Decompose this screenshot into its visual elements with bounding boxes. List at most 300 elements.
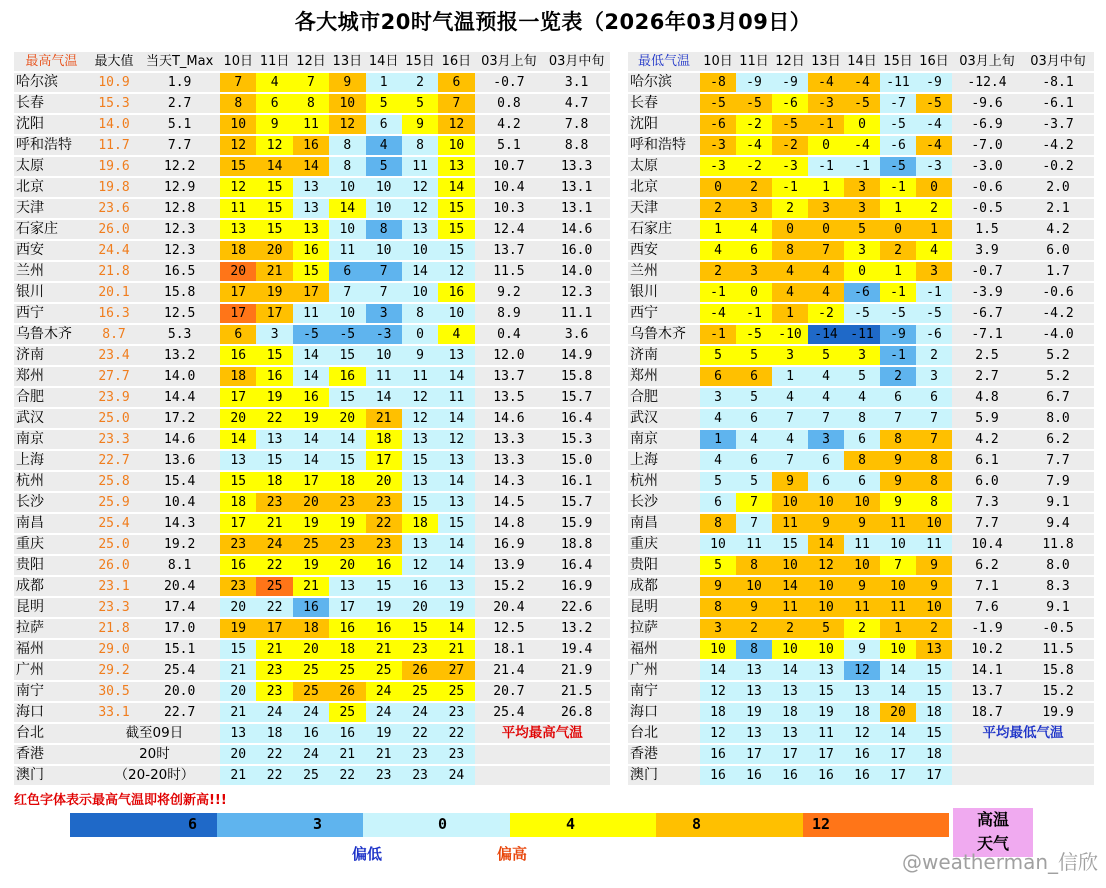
forecast-cell: 20	[329, 409, 365, 428]
early-march-avg: 6.2	[952, 556, 1022, 575]
mid-march-avg: 11.8	[1022, 535, 1094, 554]
scale-segment	[290, 813, 363, 837]
mid-march-avg: 2.0	[1022, 178, 1094, 197]
forecast-cell: 14	[293, 367, 329, 386]
mid-march-avg: 4.2	[1022, 220, 1094, 239]
forecast-cell: 15	[438, 220, 474, 239]
forecast-cell: 15	[220, 472, 256, 491]
forecast-cell: 6	[366, 115, 402, 134]
max-table-row	[14, 514, 610, 533]
early-march-avg: 10.7	[475, 157, 544, 176]
forecast-cell: 9	[880, 493, 916, 512]
forecast-cell: -1	[808, 115, 844, 134]
forecast-cell: 22	[256, 556, 292, 575]
early-march-avg: 5.1	[475, 136, 544, 155]
forecast-cell: 10	[366, 199, 402, 218]
forecast-cell: 18	[220, 367, 256, 386]
city-name: 南宁	[14, 682, 89, 701]
forecast-cell: 9	[916, 577, 952, 596]
max-table-header: 03月中旬	[543, 52, 610, 71]
early-march-avg: -0.6	[952, 178, 1022, 197]
max-table-row	[14, 724, 610, 743]
early-march-avg: 20.7	[475, 682, 544, 701]
forecast-cell: 2	[736, 178, 772, 197]
forecast-cell: 13	[402, 220, 438, 239]
city-name: 杭州	[628, 472, 700, 491]
forecast-cell: -2	[808, 304, 844, 323]
early-march-avg: -9.6	[952, 94, 1022, 113]
forecast-cell: 4	[808, 262, 844, 281]
max-table-header: 最大值	[89, 52, 140, 71]
min-temp-table	[628, 50, 1094, 787]
forecast-cell: 23	[402, 640, 438, 659]
mid-march-avg: 5.2	[1022, 346, 1094, 365]
forecast-cell: 7	[772, 409, 808, 428]
min-table-header: 16日	[916, 52, 952, 71]
mid-march-avg: 16.1	[543, 472, 610, 491]
forecast-cell: 15	[916, 682, 952, 701]
city-name: 沈阳	[14, 115, 89, 134]
forecast-cell: 5	[844, 220, 880, 239]
mid-march-avg: 15.7	[543, 388, 610, 407]
forecast-cell: 3	[916, 262, 952, 281]
mid-march-avg: 13.1	[543, 178, 610, 197]
today-max-value: 10.4	[139, 493, 220, 512]
forecast-cell: 4	[808, 367, 844, 386]
today-max-value: 17.2	[139, 409, 220, 428]
today-max-value: 12.8	[139, 199, 220, 218]
scale-tick: 12	[812, 815, 831, 833]
forecast-cell: 13	[844, 682, 880, 701]
forecast-cell: 5	[700, 472, 736, 491]
mid-march-avg: 15.8	[543, 367, 610, 386]
forecast-cell: -14	[808, 325, 844, 344]
forecast-cell: 25	[256, 577, 292, 596]
forecast-cell: -2	[736, 157, 772, 176]
forecast-cell: 9	[844, 577, 880, 596]
forecast-cell: 10	[438, 136, 474, 155]
forecast-cell: 5	[700, 556, 736, 575]
forecast-cell: -4	[844, 136, 880, 155]
forecast-cell: 14	[772, 661, 808, 680]
city-name: 郑州	[14, 367, 89, 386]
forecast-cell: 6	[329, 262, 365, 281]
forecast-cell: 19	[256, 388, 292, 407]
forecast-cell: 19	[808, 703, 844, 722]
forecast-cell: 16	[700, 745, 736, 764]
city-name: 海口	[14, 703, 89, 722]
city-name: 上海	[628, 451, 700, 470]
mid-march-avg: 19.4	[543, 640, 610, 659]
city-name: 银川	[628, 283, 700, 302]
min-table-row	[628, 535, 1094, 554]
today-max-value: 17.4	[139, 598, 220, 617]
forecast-cell: 10	[329, 220, 365, 239]
record-max-value: 23.3	[89, 598, 140, 617]
mid-march-avg: -6.1	[1022, 94, 1094, 113]
city-name: 成都	[628, 577, 700, 596]
mid-march-avg: 16.4	[543, 556, 610, 575]
record-max-value: 33.1	[89, 703, 140, 722]
forecast-cell: 16	[808, 766, 844, 785]
city-name: 哈尔滨	[628, 73, 700, 92]
forecast-cell: 8	[916, 472, 952, 491]
forecast-cell: 10	[772, 556, 808, 575]
city-name: 杭州	[14, 472, 89, 491]
forecast-cell: 19	[256, 283, 292, 302]
forecast-cell: 14	[438, 556, 474, 575]
min-table-row	[628, 325, 1094, 344]
city-name: 呼和浩特	[14, 136, 89, 155]
city-name: 西安	[14, 241, 89, 260]
forecast-cell: 8	[736, 556, 772, 575]
forecast-cell: -9	[916, 73, 952, 92]
forecast-cell: -3	[916, 157, 952, 176]
record-max-value: 26.0	[89, 220, 140, 239]
forecast-cell: 10	[366, 241, 402, 260]
max-table-row	[14, 703, 610, 722]
record-note: 红色字体表示最高气温即将创新高!!!	[14, 793, 227, 808]
record-max-value: 30.5	[89, 682, 140, 701]
forecast-cell: 14	[293, 157, 329, 176]
forecast-cell: 11	[772, 598, 808, 617]
city-name: 济南	[628, 346, 700, 365]
forecast-cell: 15	[438, 514, 474, 533]
forecast-cell: 20	[329, 556, 365, 575]
forecast-cell: 22	[256, 766, 292, 785]
forecast-cell: 18	[700, 703, 736, 722]
early-march-avg: 0.8	[475, 94, 544, 113]
forecast-cell: 17	[916, 766, 952, 785]
city-name: 长春	[14, 94, 89, 113]
city-name: 贵阳	[628, 556, 700, 575]
forecast-cell: 12	[402, 388, 438, 407]
forecast-cell: 8	[736, 640, 772, 659]
forecast-cell: -3	[366, 325, 402, 344]
forecast-cell: 15	[220, 640, 256, 659]
forecast-cell: 2	[916, 619, 952, 638]
early-march-avg: 3.9	[952, 241, 1022, 260]
forecast-cell: 21	[438, 640, 474, 659]
city-name: 拉萨	[628, 619, 700, 638]
early-march-avg: -0.5	[952, 199, 1022, 218]
mid-march-avg: 19.9	[1022, 703, 1094, 722]
forecast-cell: 4	[736, 220, 772, 239]
max-table-row	[14, 766, 610, 785]
forecast-cell: 13	[402, 472, 438, 491]
forecast-cell: -6	[700, 115, 736, 134]
max-table-row	[14, 598, 610, 617]
forecast-cell: 12	[402, 409, 438, 428]
city-name: 哈尔滨	[14, 73, 89, 92]
max-table-row	[14, 325, 610, 344]
forecast-cell: -5	[844, 304, 880, 323]
scale-segment	[70, 813, 143, 837]
early-march-avg: -6.7	[952, 304, 1022, 323]
mid-march-avg: 8.3	[1022, 577, 1094, 596]
mid-march-avg: 21.5	[543, 682, 610, 701]
min-table-row	[628, 598, 1094, 617]
forecast-cell: 22	[366, 514, 402, 533]
forecast-cell: 7	[916, 430, 952, 449]
forecast-cell: 2	[916, 199, 952, 218]
city-name: 澳门	[628, 766, 700, 785]
max-table-row	[14, 640, 610, 659]
forecast-cell: 16	[329, 367, 365, 386]
forecast-cell: 20	[256, 241, 292, 260]
forecast-cell: 4	[700, 409, 736, 428]
early-march-avg: -12.4	[952, 73, 1022, 92]
mid-march-avg: 15.2	[1022, 682, 1094, 701]
forecast-cell: -5	[736, 325, 772, 344]
forecast-cell: 12	[220, 136, 256, 155]
forecast-cell: 24	[366, 703, 402, 722]
early-march-avg: 7.7	[952, 514, 1022, 533]
forecast-cell: 9	[402, 115, 438, 134]
forecast-cell: 5	[808, 346, 844, 365]
early-march-avg: -7.0	[952, 136, 1022, 155]
forecast-cell: 3	[844, 241, 880, 260]
forecast-cell: 15	[329, 388, 365, 407]
forecast-cell: 14	[438, 619, 474, 638]
forecast-cell: 9	[772, 472, 808, 491]
today-max-value: 19.2	[139, 535, 220, 554]
today-max-value: 5.3	[139, 325, 220, 344]
forecast-cell: 12	[438, 115, 474, 134]
forecast-cell: 25	[329, 661, 365, 680]
forecast-cell: 3	[808, 199, 844, 218]
forecast-cell: 10	[438, 304, 474, 323]
forecast-cell: 14	[438, 472, 474, 491]
forecast-cell: 3	[256, 325, 292, 344]
forecast-cell: 19	[293, 556, 329, 575]
forecast-cell: -11	[844, 325, 880, 344]
min-table-row	[628, 724, 1094, 743]
forecast-cell: 21	[256, 262, 292, 281]
forecast-cell: 23	[329, 535, 365, 554]
forecast-cell: 18	[220, 241, 256, 260]
record-max-value: 25.4	[89, 514, 140, 533]
record-max-value: 22.7	[89, 451, 140, 470]
mid-march-avg: 6.2	[1022, 430, 1094, 449]
record-max-value: 29.2	[89, 661, 140, 680]
forecast-cell: 23	[256, 682, 292, 701]
forecast-cell: 3	[700, 388, 736, 407]
forecast-cell: 26	[329, 682, 365, 701]
forecast-cell: 16	[293, 241, 329, 260]
forecast-cell: 3	[844, 346, 880, 365]
record-max-value: 15.3	[89, 94, 140, 113]
page-title: 各大城市20时气温预报一览表（2026年03月09日）	[294, 10, 812, 34]
forecast-cell: 2	[880, 367, 916, 386]
max-table-header: 03月上旬	[475, 52, 544, 71]
forecast-cell: 15	[256, 178, 292, 197]
forecast-cell: 6	[844, 430, 880, 449]
forecast-cell: 16	[438, 283, 474, 302]
forecast-cell: 13	[736, 724, 772, 743]
forecast-cell: 3	[736, 262, 772, 281]
early-march-avg: -6.9	[952, 115, 1022, 134]
forecast-cell: 13	[736, 682, 772, 701]
forecast-cell: 10	[366, 178, 402, 197]
early-march-avg: 14.1	[952, 661, 1022, 680]
forecast-cell: 8	[329, 157, 365, 176]
today-max-value: 15.4	[139, 472, 220, 491]
forecast-cell: 14	[880, 724, 916, 743]
forecast-cell: 15	[329, 451, 365, 470]
city-name: 南昌	[628, 514, 700, 533]
forecast-cell: -6	[880, 136, 916, 155]
mid-march-avg: -4.2	[1022, 304, 1094, 323]
forecast-cell: 14	[293, 346, 329, 365]
forecast-cell: -5	[916, 304, 952, 323]
forecast-cell: 23	[220, 577, 256, 596]
forecast-cell: 6	[700, 367, 736, 386]
forecast-cell: 8	[844, 451, 880, 470]
record-max-value: 11.7	[89, 136, 140, 155]
forecast-cell: 22	[256, 409, 292, 428]
forecast-cell: 13	[256, 430, 292, 449]
max-table-row	[14, 388, 610, 407]
early-march-avg: 0.4	[475, 325, 544, 344]
forecast-cell: 25	[293, 766, 329, 785]
forecast-cell: 12	[220, 178, 256, 197]
early-march-avg: 12.0	[475, 346, 544, 365]
forecast-cell: 6	[880, 388, 916, 407]
forecast-cell: -5	[329, 325, 365, 344]
mid-march-avg: 9.4	[1022, 514, 1094, 533]
scale-tick: 6	[188, 815, 198, 833]
forecast-cell: 13	[220, 451, 256, 470]
forecast-cell: 1	[880, 619, 916, 638]
min-table-row	[628, 115, 1094, 134]
forecast-cell: 2	[700, 199, 736, 218]
city-name: 兰州	[628, 262, 700, 281]
mid-march-avg: 13.3	[543, 157, 610, 176]
forecast-cell: -1	[880, 178, 916, 197]
forecast-cell: 19	[366, 724, 402, 743]
city-name: 兰州	[14, 262, 89, 281]
forecast-cell: 16	[256, 367, 292, 386]
today-max-value: 12.3	[139, 241, 220, 260]
min-table-row	[628, 367, 1094, 386]
forecast-cell: 11	[844, 598, 880, 617]
early-march-avg: 7.6	[952, 598, 1022, 617]
early-march-avg: 1.5	[952, 220, 1022, 239]
forecast-cell: 20	[220, 682, 256, 701]
early-march-avg: 20.4	[475, 598, 544, 617]
city-name: 香港	[628, 745, 700, 764]
forecast-cell: 5	[366, 157, 402, 176]
forecast-cell: 9	[808, 514, 844, 533]
scale-segment	[729, 813, 802, 837]
forecast-cell: 16	[293, 724, 329, 743]
today-max-value: 13.6	[139, 451, 220, 470]
min-table-row	[628, 346, 1094, 365]
early-march-avg: 10.4	[475, 178, 544, 197]
min-table-row	[628, 178, 1094, 197]
forecast-cell: 11	[880, 514, 916, 533]
forecast-cell: 11	[402, 367, 438, 386]
forecast-cell: 19	[220, 619, 256, 638]
max-table-row	[14, 115, 610, 134]
city-name: 济南	[14, 346, 89, 365]
city-name: 郑州	[628, 367, 700, 386]
early-march-avg: 18.1	[475, 640, 544, 659]
today-max-value: 5.1	[139, 115, 220, 134]
early-march-avg: 10.3	[475, 199, 544, 218]
forecast-cell: 7	[808, 241, 844, 260]
forecast-cell: 16	[366, 556, 402, 575]
early-march-avg: 15.2	[475, 577, 544, 596]
mid-march-avg	[543, 766, 610, 785]
forecast-cell: 14	[329, 430, 365, 449]
mid-march-avg: 16.0	[543, 241, 610, 260]
forecast-cell: 11	[438, 388, 474, 407]
record-max-value: 25.9	[89, 493, 140, 512]
early-march-avg: -0.7	[952, 262, 1022, 281]
mid-march-avg: 8.0	[1022, 556, 1094, 575]
forecast-cell: 0	[880, 220, 916, 239]
record-max-value: 29.0	[89, 640, 140, 659]
forecast-cell: -5	[736, 94, 772, 113]
forecast-cell: 18	[366, 430, 402, 449]
forecast-cell: 15	[438, 199, 474, 218]
forecast-cell: 5	[736, 388, 772, 407]
today-max-value: 14.4	[139, 388, 220, 407]
today-max-value: 7.7	[139, 136, 220, 155]
forecast-cell: 12	[402, 556, 438, 575]
early-march-avg: 5.9	[952, 409, 1022, 428]
min-table-row	[628, 472, 1094, 491]
forecast-cell: 9	[844, 514, 880, 533]
stat-note: 20时	[89, 745, 220, 764]
forecast-cell: 22	[329, 766, 365, 785]
forecast-cell: 12	[438, 262, 474, 281]
min-table-header: 12日	[772, 52, 808, 71]
forecast-cell: 16	[402, 577, 438, 596]
forecast-cell: 10	[220, 115, 256, 134]
forecast-cell: 15	[916, 724, 952, 743]
forecast-cell: -1	[916, 283, 952, 302]
forecast-cell: 4	[438, 325, 474, 344]
forecast-cell: 19	[293, 409, 329, 428]
scale-segment	[436, 813, 509, 837]
city-name: 昆明	[14, 598, 89, 617]
early-march-avg: 13.7	[475, 241, 544, 260]
forecast-cell: 15	[256, 346, 292, 365]
forecast-cell: 23	[220, 535, 256, 554]
record-max-value: 21.8	[89, 619, 140, 638]
min-table-row	[628, 493, 1094, 512]
forecast-cell: -4	[916, 136, 952, 155]
city-name: 武汉	[14, 409, 89, 428]
forecast-cell: 13	[438, 346, 474, 365]
city-name: 南京	[14, 430, 89, 449]
record-max-value: 10.9	[89, 73, 140, 92]
forecast-cell: 22	[256, 598, 292, 617]
forecast-cell: 20	[293, 493, 329, 512]
forecast-cell: 2	[700, 262, 736, 281]
early-march-avg: 18.7	[952, 703, 1022, 722]
early-march-avg: 4.2	[952, 430, 1022, 449]
early-march-avg	[952, 766, 1022, 785]
max-table-row	[14, 409, 610, 428]
forecast-cell: 18	[916, 703, 952, 722]
forecast-cell: 8	[700, 598, 736, 617]
today-max-value: 14.3	[139, 514, 220, 533]
mid-march-avg: -3.7	[1022, 115, 1094, 134]
